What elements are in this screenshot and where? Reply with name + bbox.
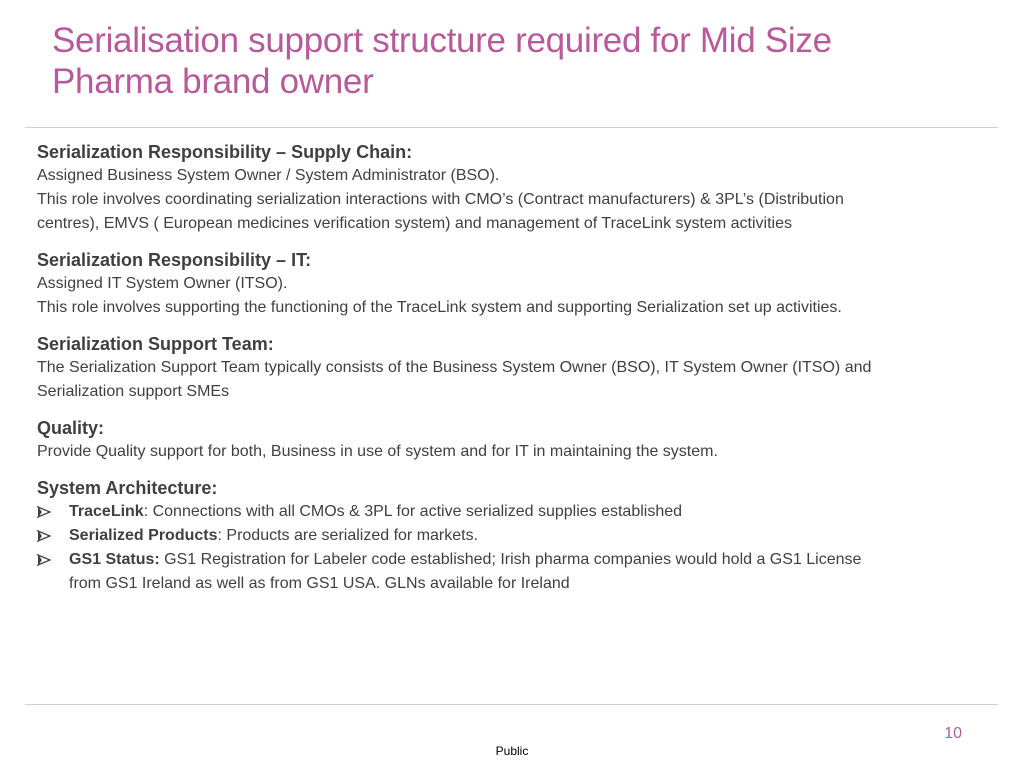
bottom-divider (25, 704, 998, 705)
section-heading: Serialization Responsibility – IT: (37, 250, 312, 270)
section-text: centres), EMVS ( European medicines verification system) and management of TraceLink system activities (37, 215, 792, 232)
arrow-bullet-icon (37, 524, 53, 548)
section-heading: Serialization Support Team: (37, 334, 274, 354)
section-text: This role involves supporting the functioning of the TraceLink system and supporting Serialization set up activities. (37, 299, 842, 316)
section-text: The Serialization Support Team typically consists of the Business System Owner (BSO), IT System Owner (ITSO) and (37, 359, 872, 376)
page-number: 10 (944, 725, 962, 742)
classification-label: Public (495, 744, 529, 758)
section-support-team (37, 332, 977, 404)
bullet-text-continued: from GS1 Ireland as well as from GS1 USA. GLNs available for Ireland (69, 575, 570, 592)
section-architecture (37, 476, 977, 596)
section-text: This role involves coordinating serialization interactions with CMO’s (Contract manufacturers) & 3PL’s (Distribution (37, 191, 844, 208)
section-it (37, 248, 977, 320)
section-supply-chain (37, 140, 977, 236)
top-divider (25, 127, 998, 128)
section-heading: System Architecture: (37, 478, 218, 498)
bullet-label: Serialized Products (69, 527, 218, 544)
bullet-text: : Products are serialized for markets. (217, 527, 479, 544)
list-item (37, 548, 977, 596)
slide-title-line-2: Pharma brand owner (52, 62, 374, 101)
architecture-bullet-list (37, 500, 977, 596)
arrow-bullet-icon (37, 500, 53, 524)
list-item (37, 500, 977, 524)
bullet-text: GS1 Registration for Labeler code established; Irish pharma companies would hold a GS1 License (159, 551, 862, 568)
section-heading: Serialization Responsibility – Supply Chain: (37, 142, 413, 162)
bullet-label: GS1 Status: (69, 551, 160, 568)
slide-title-line-1: Serialisation support structure required for Mid Size (52, 21, 832, 60)
section-text: Assigned Business System Owner / System Administrator (BSO). (37, 167, 500, 184)
section-text: Assigned IT System Owner (ITSO). (37, 275, 288, 292)
section-text: Serialization support SMEs (37, 383, 230, 400)
section-heading: Quality: (37, 418, 105, 438)
section-text: Provide Quality support for both, Business in use of system and for IT in maintaining the system. (37, 443, 718, 460)
bullet-text: : Connections with all CMOs & 3PL for active serialized supplies established (143, 503, 683, 520)
list-item (37, 524, 977, 548)
section-quality (37, 416, 977, 464)
bullet-label: TraceLink (69, 503, 144, 520)
slide-body (37, 140, 977, 608)
arrow-bullet-icon (37, 548, 53, 572)
slide-title (52, 20, 952, 102)
